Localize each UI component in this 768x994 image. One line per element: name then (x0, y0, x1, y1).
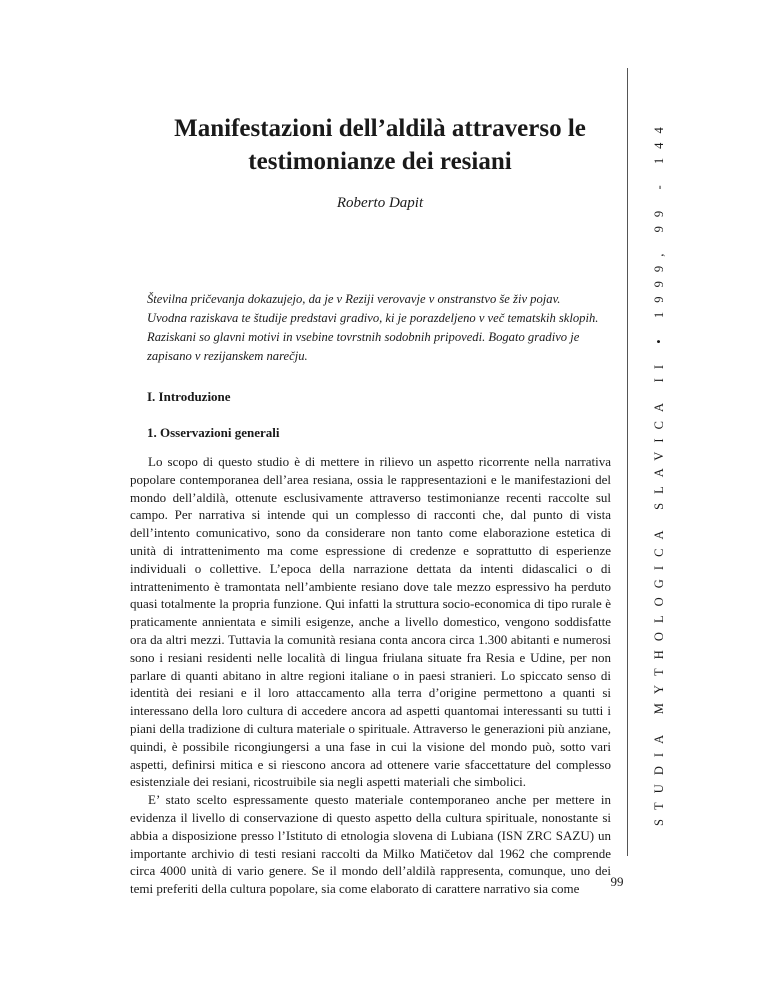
page-number: 99 (610, 874, 624, 889)
subsection-heading: 1. Osservazioni generali (147, 425, 280, 440)
article-title-line-1: Manifestazioni dell’aldilà attraverso le (174, 115, 586, 142)
section-heading: I. Introduzione (147, 389, 231, 404)
body-paragraph-2: E’ stato scelto espressamente questo materiale contemporaneo anche per mettere in evidenza il livello di conservazione di questo aspetto della cultura spirituale, nonostante si abbia a disposizione presso l’Istituto di etnologia slovena di Lubiana (ISN ZRC SAZU) un importante archivio di testi resiani raccolti da Milko Matičetov dal 1962 che comprende circa 4000 unità di vario genere. Se il mondo dell’aldilà rappresenta, comunque, uno dei temi preferiti della cultura popolare, sia come elaborato di carattere narrativo sia come (130, 792, 611, 897)
author-name: Roberto Dapit (336, 195, 424, 211)
vertical-rule (627, 68, 628, 856)
article-title (150, 112, 610, 178)
body-paragraph-1: Lo scopo di questo studio è di mettere in rilievo un aspetto ricorrente nella narrativa popolare contemporanea dell’area resiana, ossia le rappresentazioni e le manifestazioni del mondo dell’aldilà, ottenute esclusivamente attraverso testimonianze recenti raccolte sul campo. Per narrativa si intende qui un complesso di racconti che, dal punto di vista dell’intento comunicativo, sono da considerare non tanto come elaborazione estetica di unità di intrattenimento ma come espressione di credenze e soprattutto di esperienze individuali o collettive. L’epoca della narrazione dettata da intenti didascalici o di intrattenimento è tramontata nell’ambiente resiano dove tale mezzo espressivo ha perduto quasi totalmente la propria funzione. Qui infatti la struttura socio-economica di tipo rurale è praticamente annientata e simili esigenze, anche a livello domestico, vengono soddisfatte ora da altri mezzi. Tuttavia la comunità resiana conta ancora circa 1.300 abitanti e numerosi sono i resiani residenti nelle località di lingua friulana situate fra Resia e Udine, per non parlare di quanti abitano in altre regioni italiane o in paesi stranieri. Lo spiccato senso di identità dei resiani e il loro attaccamento alla terra d’origine permettono a quanti si interessano della loro cultura di accedere ancora ad aspetti quantomai interessanti su tutti i piani della tradizione di cultura materiale o spirituale. Attraverso le generazioni più anziane, quindi, è possibile ricongiungersi a una fase in cui la visione del mondo può, sotto vari aspetti, definirsi mitica e si riescono ancora ad ottenere varie sfaccettature del complesso esistenziale dei resiani, ricostruibile sia negli aspetti materiali che simbolici. (130, 454, 611, 790)
abstract: Številna pričevanja dokazujejo, da je v Reziji verovavje v onstranstvo še živ pojav. Uvodna raziskava te študije predstavi gradivo, ki je porazdeljeno v več tematskih sklopih. Raziskani so glavni motivi in vsebine tovrstnih sodobnih pripovedi. Bogato gradivo je zapisano v rezijanskem narečju. (147, 292, 599, 363)
running-header: STUDIA MYTHOLOGICA SLAVICA II • 1999, 99 - 144 (652, 118, 666, 826)
article-title-line-2: testimonianze dei resiani (248, 148, 512, 175)
body-text (130, 453, 611, 898)
